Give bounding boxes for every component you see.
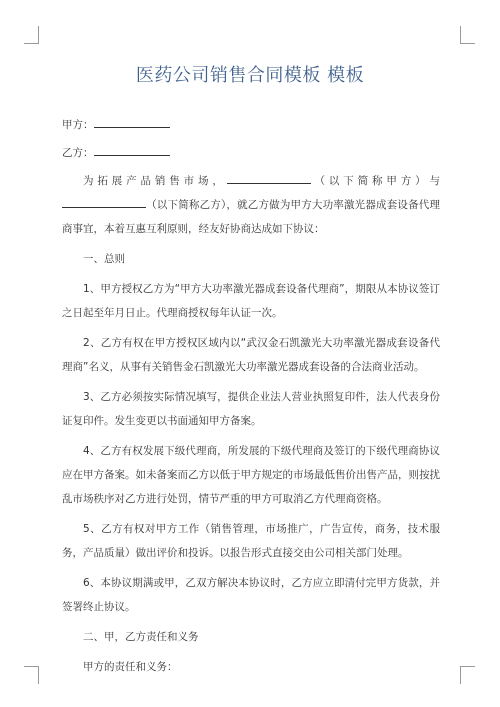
party-b-blank [94,145,170,156]
crop-mark [460,666,475,667]
crop-mark [460,26,461,44]
party-b-line [62,141,440,165]
intro-text-1: 为拓展产品销售市场， [83,175,227,187]
crop-mark [24,666,39,667]
party-a-line [62,113,440,137]
party-a-label: 甲方： [62,119,94,131]
intro-text-2: （以下简称甲方）与 [310,175,441,187]
section-1-heading: 一、总则 [83,253,125,265]
party-a-blank [94,117,170,128]
document-title: 医药公司销售合同模板 模板 [135,65,365,86]
party-b-label: 乙方： [62,147,94,159]
clause-6: 6、本协议期满或甲，乙双方解决本协议时，乙方应立即清付完甲方货款，并签署终止协议。 [62,577,440,613]
intro-blank-1 [227,173,311,184]
party-a-duties-heading: 甲方的责任和义务： [83,661,178,673]
intro-blank-2 [62,197,146,208]
crop-mark [460,43,475,44]
crop-mark [24,43,39,44]
crop-mark [460,666,461,684]
document-body [62,113,440,685]
clause-3: 3、乙方必须按实际情况填写，提供企业法人营业执照复印件，法人代表身份证复印件。发生变更以书面通知甲方备案。 [62,391,440,427]
clause-5: 5、乙方有权对甲方工作（销售管理，市场推广，广告宣传，商务，技术服务，产品质量）做出评价和投诉。以报告形式直接交由公司相关部门处理。 [62,523,440,559]
intro-text-3: （以下简称乙方），就乙方做为甲方大功率激光器成套设备代理商事宜，本着互惠互利原则，经友好协商达成如下协议： [62,199,440,235]
crop-mark [38,666,39,684]
intro-paragraph [62,169,440,241]
section-2-heading: 二、甲，乙方责任和义务 [83,631,199,643]
crop-mark [38,26,39,44]
clause-4: 4、乙方有权发展下级代理商，所发展的下级代理商及签订的下级代理商协议应在甲方备案。如未备案而乙方以低于甲方规定的市场最低售价出售产品，则按扰乱市场秩序对乙方进行处罚，情节严重的甲方可取消乙方代理商资格。 [62,445,440,505]
clause-1: 1、甲方授权乙方为“甲方大功率激光器成套设备代理商”，期限从本协议签订之日起至年月日止。代理商授权每年认证一次。 [62,283,440,319]
clause-2: 2、乙方有权在甲方授权区域内以“武汉金石凯激光大功率激光器成套设备代理商”名义，从事有关销售金石凯激光大功率激光器成套设备的合法商业活动。 [62,337,440,373]
